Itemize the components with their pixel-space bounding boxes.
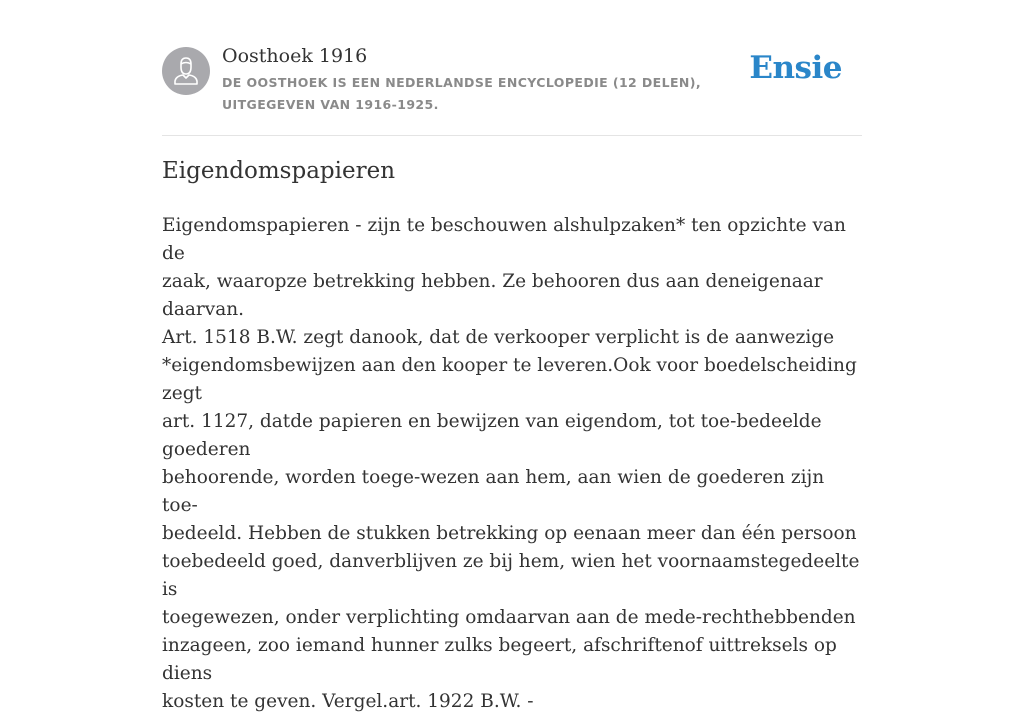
avatar[interactable] bbox=[162, 47, 210, 95]
ensie-logo[interactable]: Ensie bbox=[749, 50, 842, 86]
source-description: DE OOSTHOEK IS EEN NEDERLANDSE ENCYCLOPEDIE (12 DELEN), UITGEGEVEN VAN 1916-1925. bbox=[222, 75, 702, 112]
article-title: Eigendomspapieren bbox=[162, 158, 396, 184]
article-body: Eigendomspapieren - zijn te beschouwen alshulpzaken* ten opzichte van de zaak, waaropze betrekking hebben. Ze behooren dus aan deneigenaar daarvan. Art. 1518 B.W. zegt danook, dat de verkooper verplicht is de aanwezige *eigendomsbewijzen aan den kooper te leveren.Ook voor boedelscheiding zegt art. 1127, datde papieren en bewijzen van eigendom, tot toe-bedeelde goederen behoorende, worden toege-wezen aan hem, aan wien de goederen zijn toe- bedeeld. Hebben de stukken betrekking op eenaan meer dan één persoon toebedeeld goed, danverblijven ze bij hem, wien het voornaamstegedeelte is toegewezen, onder verplichting omdaarvan aan de mede-rechthebbenden inzageen, zoo iemand hunner zulks begeert, afschriftenof uittreksels op diens kosten te geven. Vergel.art. 1922 B.W. - bbox=[162, 215, 860, 712]
source-title[interactable]: Oosthoek 1916 bbox=[222, 45, 368, 67]
user-icon bbox=[162, 47, 210, 95]
source-header bbox=[162, 40, 862, 136]
